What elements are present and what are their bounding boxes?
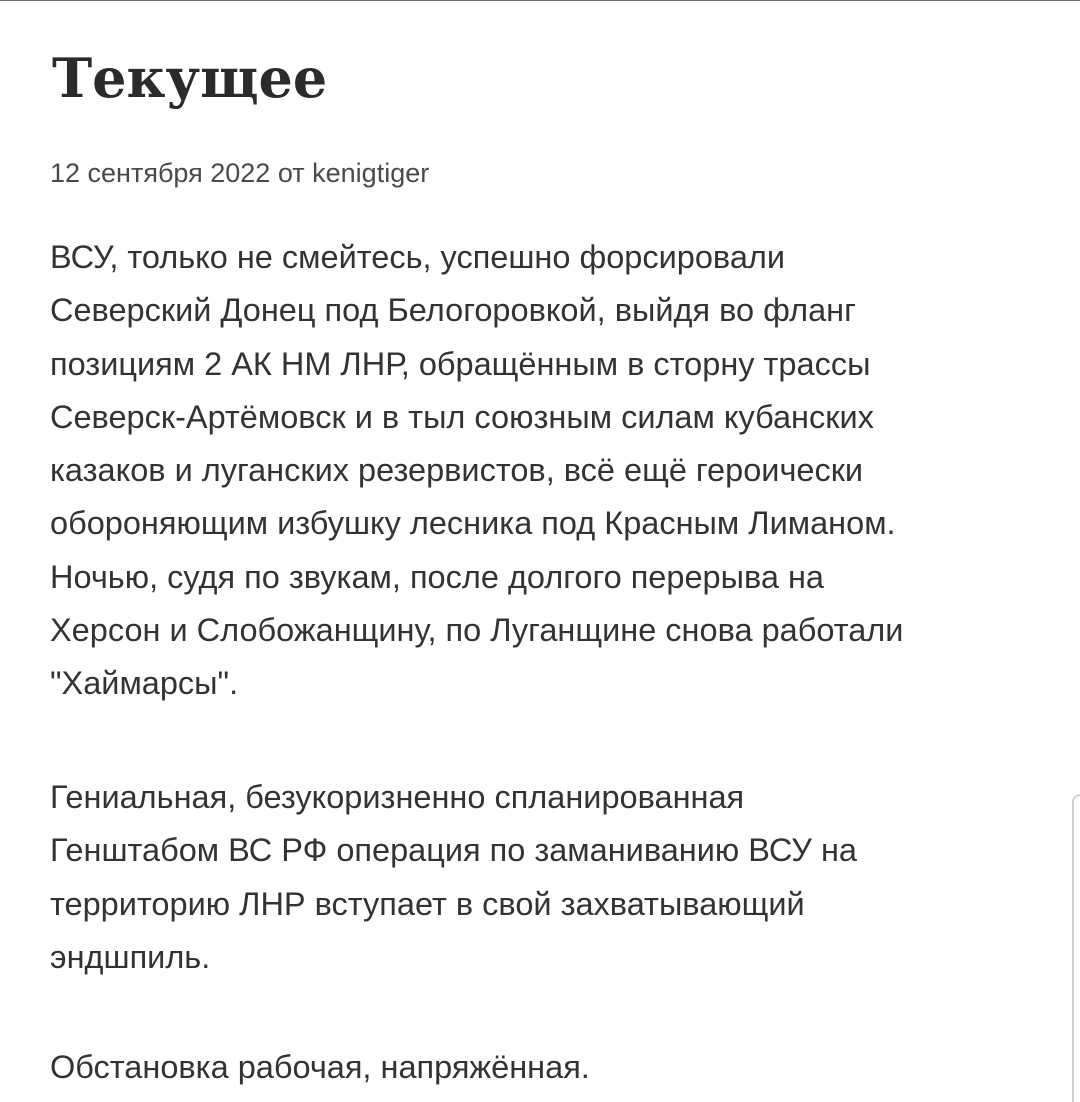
post-date[interactable]: 12 сентября 2022 [50,158,271,188]
post-title: Текущее [52,46,328,110]
post-by: от [277,158,305,188]
text-line: Херсон и Слобожанщину, по Луганщине снова работали [50,612,904,649]
text-line: Северск-Артёмовск и в тыл союзным силам кубанских [50,398,874,435]
text-line: "Хаймарсы". [50,665,239,702]
text-line: ВСУ, только не смейтесь, успешно форсировали [50,239,786,275]
text-line: позициям 2 АК НМ ЛНР, обращённым в сторну трассы [50,345,871,382]
scrollbar-edge[interactable] [1072,794,1080,1102]
text-line: Ночью, судя по звукам, после долгого перерыва на [50,558,824,595]
text-line: Обстановка рабочая, напряжённая. [50,1049,590,1085]
post-author[interactable]: kenigtiger [312,158,430,188]
text-line: Генштабом ВС РФ операция по заманиванию ВСУ на [50,832,857,869]
text-line: эндшпиль. [50,938,211,975]
text-line: обороняющим избушку лесника под Красным Лиманом. [50,505,896,542]
text-line: Гениальная, безукоризненно спланированная [50,779,745,815]
paragraph-2 [50,771,1060,984]
text-line: территорию ЛНР вступает в свой захватывающий [50,885,805,922]
text-line: казаков и луганских резервистов, всё ещё героически [50,452,864,489]
paragraph-1 [50,231,1060,711]
post-meta [50,158,429,189]
text-line: Северский Донец под Белогоровкой, выйдя во фланг [50,292,856,329]
paragraph-3 [50,1041,1060,1094]
